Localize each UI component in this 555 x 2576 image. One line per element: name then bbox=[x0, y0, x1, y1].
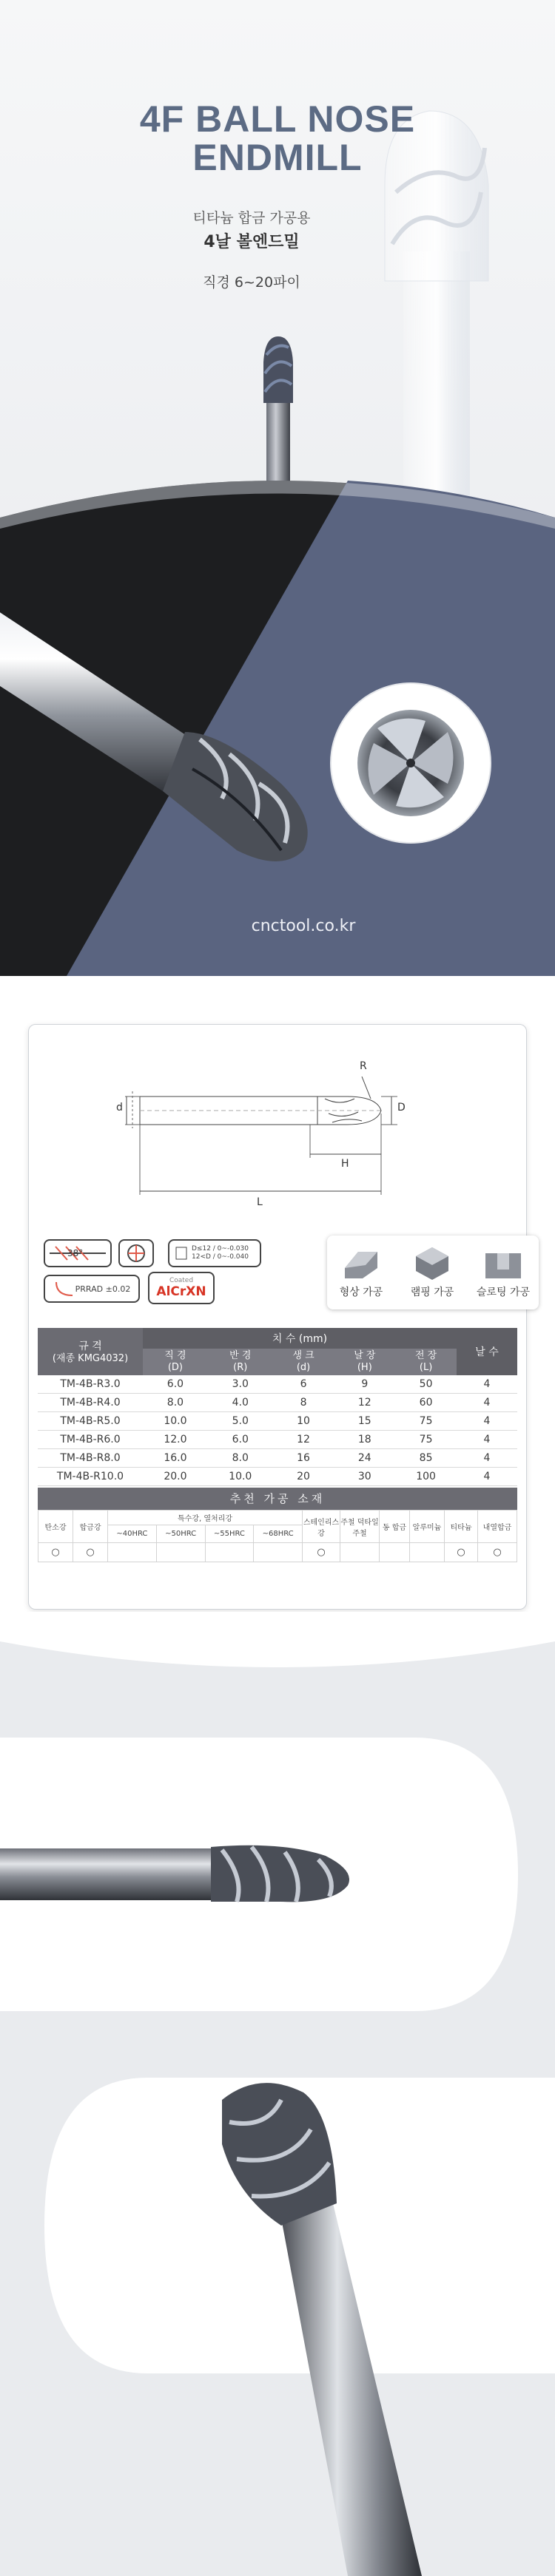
hero-subtitle-usage: 티타늄 합금 가공용 bbox=[192, 210, 311, 226]
tolerance-icon bbox=[174, 1244, 189, 1262]
process-panel bbox=[327, 1236, 539, 1309]
process-ramping: 램핑 가공 bbox=[410, 1287, 454, 1298]
table-row: TM-4B-R4.0 8.0 4.0 8 12 60 4 bbox=[38, 1394, 517, 1412]
mat-alloy: 합금강 bbox=[73, 1511, 108, 1543]
spec-card bbox=[28, 1024, 531, 1610]
helix-angle-badge bbox=[44, 1239, 112, 1267]
prrad-badge bbox=[44, 1275, 140, 1303]
table-row: TM-4B-R10.0 20.0 10.0 20 30 100 4 bbox=[38, 1468, 517, 1486]
hero-section bbox=[0, 0, 555, 976]
table-row: TM-4B-R6.0 12.0 6.0 12 18 75 4 bbox=[38, 1431, 517, 1449]
flutes-header: 날 수 bbox=[457, 1328, 517, 1375]
ramping-icon bbox=[414, 1246, 450, 1280]
spec-col-title: 규 격 bbox=[78, 1340, 102, 1352]
mat-copper: 동 합금 bbox=[380, 1511, 410, 1543]
prrad-icon bbox=[53, 1279, 75, 1298]
col-R: 반 경 (R) bbox=[208, 1349, 273, 1375]
col-D: 직 경 (D) bbox=[143, 1349, 208, 1375]
table-row: TM-4B-R5.0 10.0 5.0 10 15 75 4 bbox=[38, 1412, 517, 1431]
profiling-icon bbox=[343, 1246, 379, 1280]
tolerance-text: D≤12 / 0~-0.030 12<D / 0~-0.040 bbox=[192, 1245, 249, 1261]
col-H: 날 장 (H) bbox=[334, 1349, 395, 1375]
process-profiling: 형상 가공 bbox=[339, 1287, 383, 1298]
table-row: TM-4B-R3.0 6.0 3.0 6 9 50 4 bbox=[38, 1375, 517, 1394]
hero-title-line2: ENDMILL bbox=[192, 137, 363, 178]
mat-heat-resist: 내열합금 bbox=[478, 1511, 517, 1543]
endface-circle bbox=[331, 683, 491, 843]
materials-header: 추천 가공 소재 bbox=[38, 1488, 517, 1510]
brand-url: cnctool.co.kr bbox=[251, 917, 356, 935]
coating-badge bbox=[148, 1272, 215, 1304]
mat-hrc50: ~50HRC bbox=[156, 1525, 205, 1543]
col-L: 전 장 (L) bbox=[395, 1349, 457, 1375]
coating-name: AlCrXN bbox=[156, 1284, 206, 1299]
product-shots bbox=[0, 1612, 555, 2576]
col-d: 생 크 (d) bbox=[273, 1349, 334, 1375]
hero-title bbox=[0, 100, 555, 177]
technical-drawing bbox=[29, 1025, 526, 1217]
mat-aluminum: 알루미늄 bbox=[410, 1511, 445, 1543]
process-slotting: 슬로팅 가공 bbox=[476, 1287, 531, 1298]
mat-stainless: 스테인리스강 bbox=[303, 1511, 340, 1543]
drawing-label-d: d bbox=[116, 1102, 123, 1114]
spec-col-subtitle: (재종 KMG4032) bbox=[52, 1353, 129, 1364]
flute-section-icon bbox=[118, 1239, 154, 1267]
mat-hrc68: ~68HRC bbox=[254, 1525, 303, 1543]
slotting-icon bbox=[484, 1246, 522, 1280]
mat-hrc40: ~40HRC bbox=[108, 1525, 157, 1543]
dimension-group-header: 치 수 (mm) bbox=[143, 1328, 457, 1349]
drawing-label-D: D bbox=[397, 1102, 406, 1114]
drawing-label-H: H bbox=[341, 1158, 349, 1170]
mat-hrc55: ~55HRC bbox=[205, 1525, 254, 1543]
mat-cast: 주철 덕타일주철 bbox=[340, 1511, 380, 1543]
horizontal-endmill bbox=[0, 1845, 349, 1902]
mat-carbon: 탄소강 bbox=[38, 1511, 73, 1543]
prrad-text: PRRAD ±0.02 bbox=[75, 1284, 131, 1294]
drawing-label-R: R bbox=[360, 1060, 367, 1072]
spec-col-header bbox=[38, 1328, 143, 1375]
materials-marks-row: ○ ○ ○ ○ ○ bbox=[38, 1543, 517, 1562]
mat-titanium: 티타늄 bbox=[445, 1511, 478, 1543]
materials-table bbox=[38, 1510, 517, 1562]
tolerance-badge bbox=[168, 1239, 261, 1267]
hero-subtitle-product: 4날 볼엔드밀 bbox=[204, 233, 300, 251]
mat-heat-group: 특수강, 열처리강 bbox=[108, 1511, 303, 1525]
hero-title-line1: 4F BALL NOSE bbox=[139, 98, 416, 140]
spec-table bbox=[38, 1328, 517, 1486]
drawing-label-L: L bbox=[257, 1196, 263, 1208]
table-row: TM-4B-R8.0 16.0 8.0 16 24 85 4 bbox=[38, 1449, 517, 1468]
hero-diameter: 직경 6~20파이 bbox=[203, 274, 300, 291]
coated-label: Coated bbox=[169, 1277, 194, 1284]
helix-angle-value: 38° bbox=[67, 1248, 84, 1258]
